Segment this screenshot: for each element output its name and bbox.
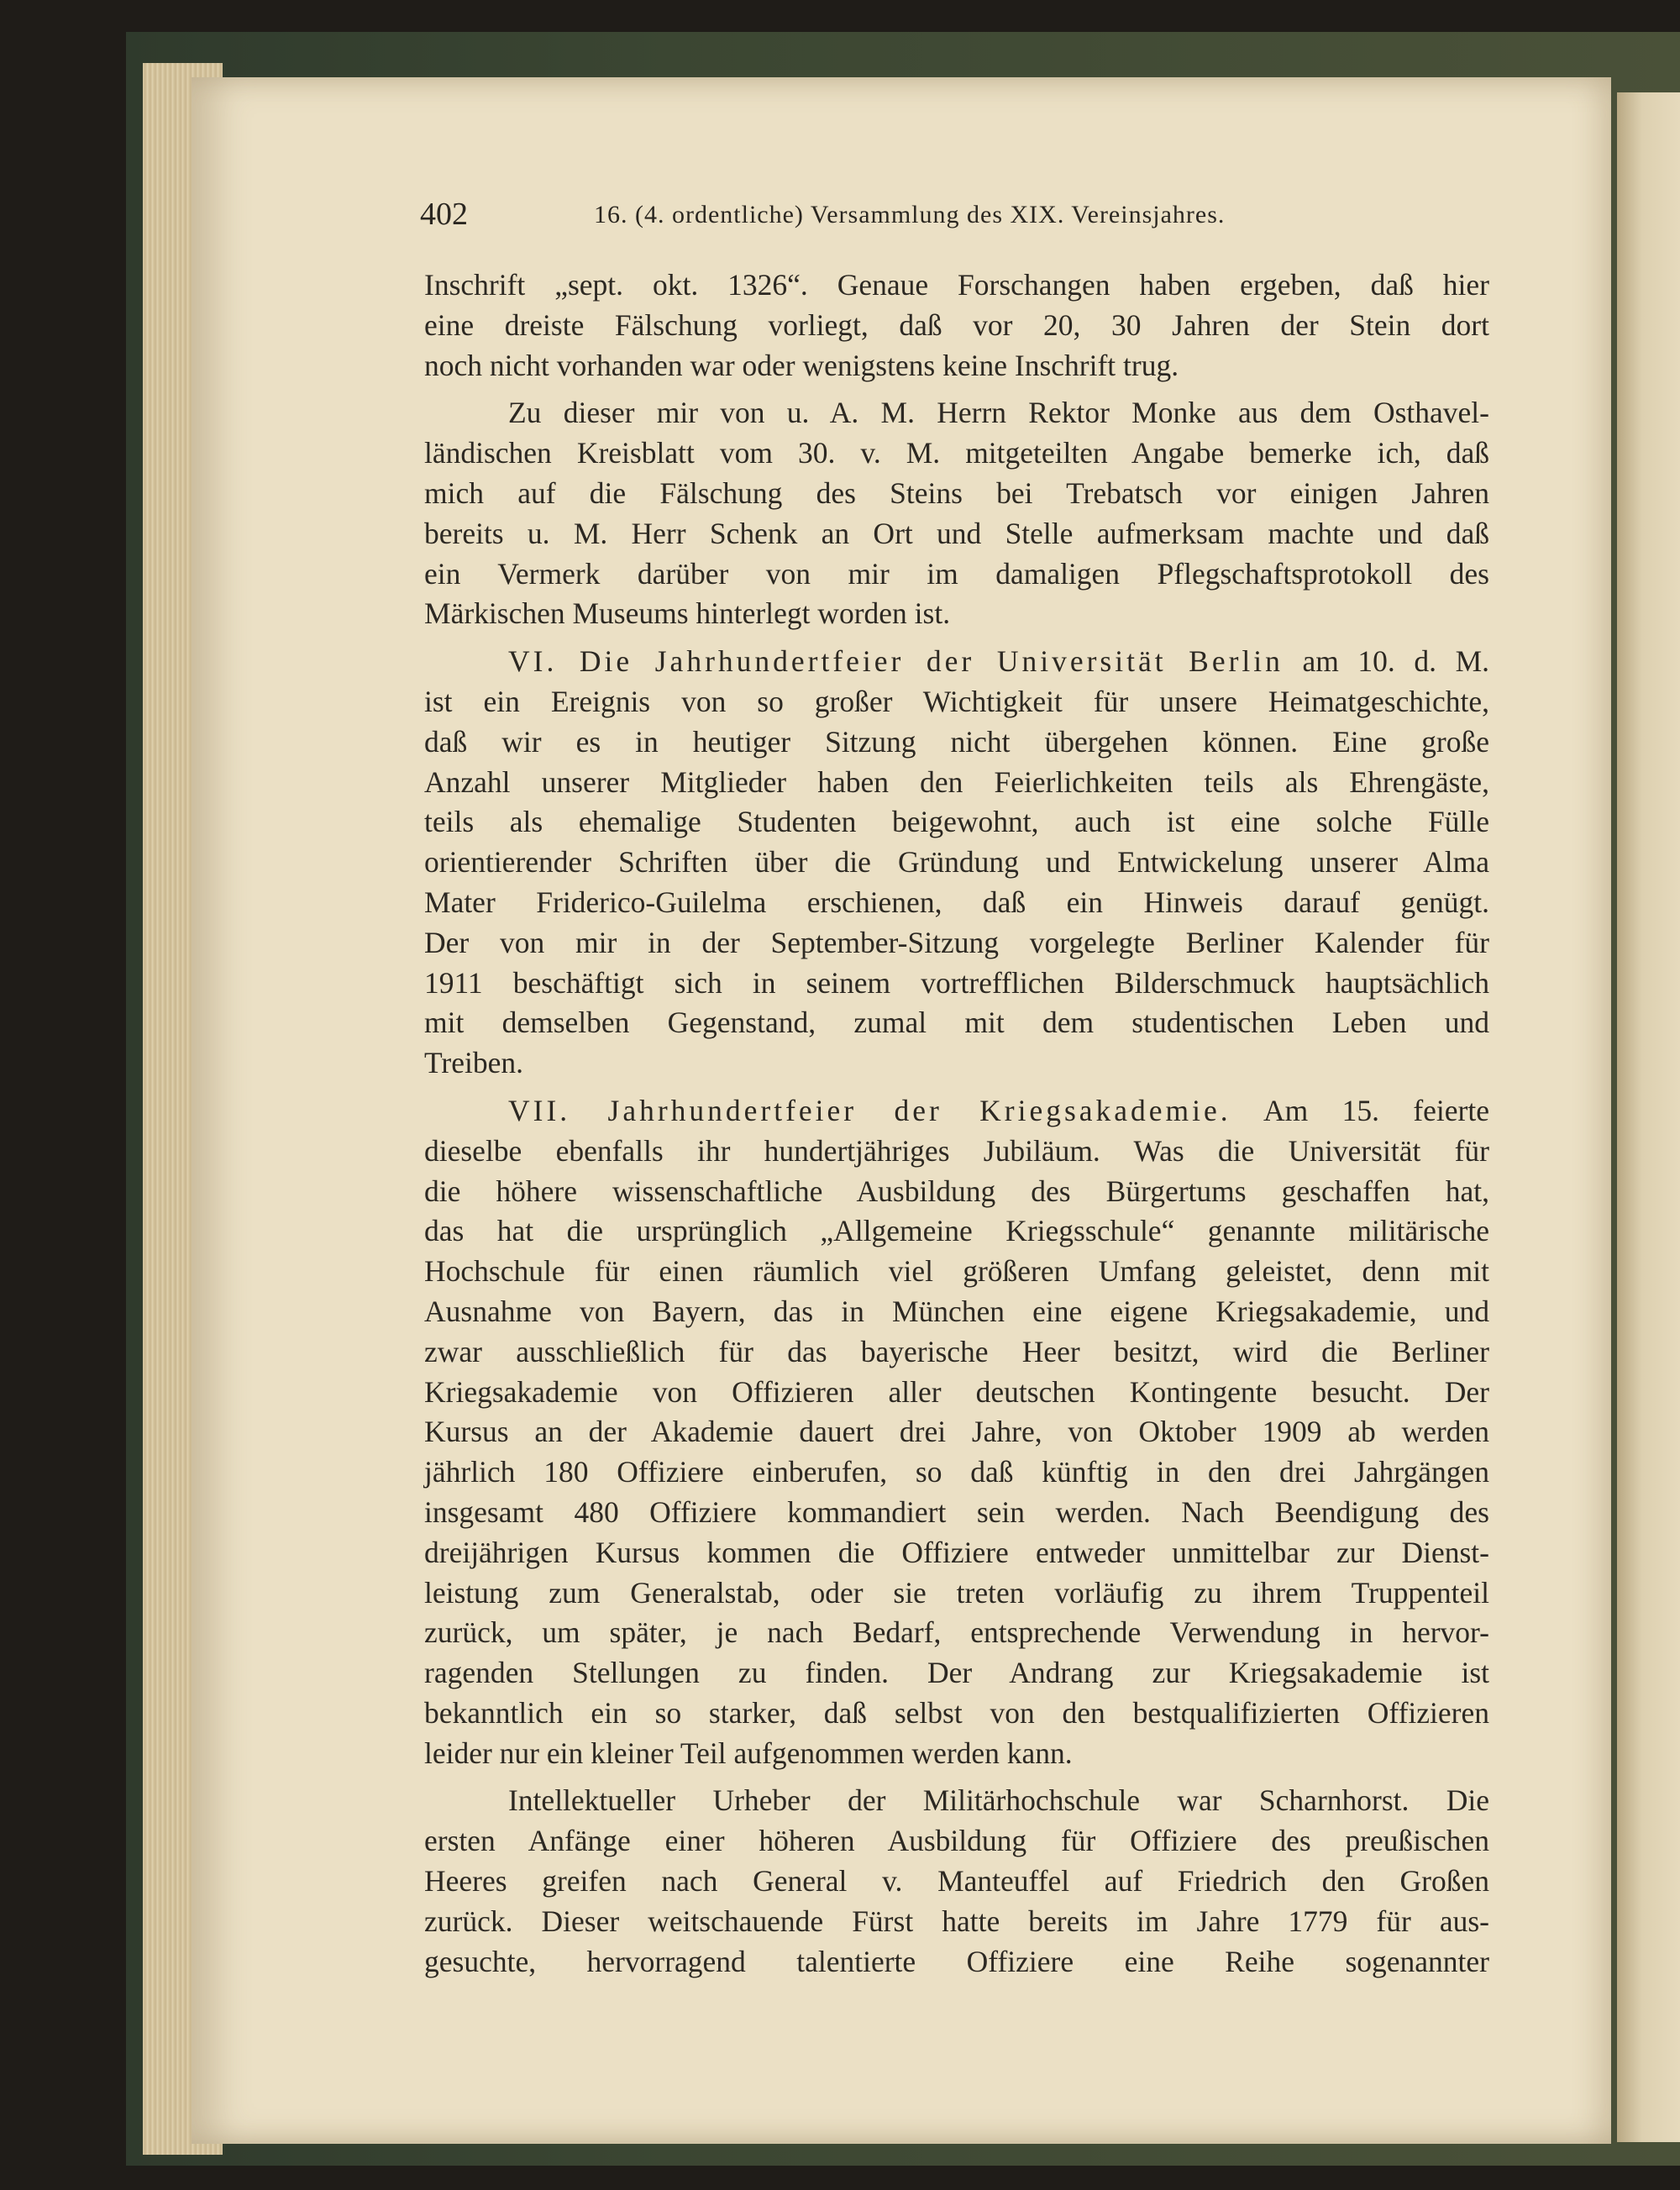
text-line: noch nicht vorhanden war oder wenigstens keine Inschrift trug. [424,348,1179,382]
text-line: dreijährigen Kursus kommen die Offiziere entweder unmittelbar zur Dienst- [424,1535,1489,1569]
text-line [424,642,1489,682]
text-line: eine dreiste Fälschung vorliegt, daß vor 20, 30 Jahren der Stein dort [424,307,1489,342]
text-line: das hat die ursprünglich „Allgemeine Kriegsschule“ genannte militärische [424,1214,1489,1248]
text-line: 1911 beschäftigt sich in seinem vortrefflichen Bilderschmuck hauptsächlich [424,965,1489,1000]
text-line: Märkischen Museums hinterlegt worden ist. [424,596,951,631]
running-head: 16. (4. ordentliche) Versammlung des XIX. Vereinsjahres. [594,201,1226,228]
text-line: Hochschule für einen räumlich viel größeren Umfang geleistet, denn mit [424,1254,1489,1289]
section-heading-vii: VII. Jahrhundertfeier der Kriegsakademie. [508,1093,1231,1127]
text-line [424,1091,1489,1132]
text-line: jährlich 180 Offiziere einberufen, so daß künftig in den drei Jahrgängen [424,1455,1489,1489]
text-line: orientierender Schriften über die Gründung und Entwickelung unserer Alma [424,845,1489,880]
text-line: teils als ehemalige Studenten beigewohnt, auch ist eine solche Fülle [424,805,1489,839]
paragraph-4 [424,1091,1489,1774]
paragraph-5 [424,1781,1489,1982]
text-line: leider nur ein kleiner Teil aufgenommen werden kann. [424,1736,1073,1770]
text-line: Zu dieser mir von u. A. M. Herrn Rektor Monke aus dem Osthavel- [508,396,1489,430]
text-line: die höhere wissenschaftliche Ausbildung des Bürgertums geschaffen hat, [424,1174,1489,1208]
text-line: dieselbe ebenfalls ihr hundertjähriges Jubiläum. Was die Universität für [424,1133,1489,1168]
paragraph-3 [424,642,1489,1084]
page-header [420,196,1504,238]
section-heading-vi: VI. Die Jahrhundertfeier der Universität Berlin [508,644,1284,679]
text-line: insgesamt 480 Offiziere kommandiert sein werden. Nach Beendigung des [424,1494,1489,1529]
text-line: zwar ausschließlich für das bayerische Heer besitzt, wird die Berliner [424,1334,1489,1368]
text-line: bekanntlich ein so starker, daß selbst von den bestqualifizierten Offizieren [424,1695,1489,1730]
text-line: leistung zum Generalstab, oder sie treten vorläufig zu ihrem Truppenteil [424,1575,1489,1610]
text-line: mit demselben Gegenstand, zumal mit dem studentischen Leben und [424,1006,1489,1040]
text-line: Heeres greifen nach General v. Manteuffel auf Friedrich den Großen [424,1864,1489,1899]
text-line: zurück, um später, je nach Bedarf, entsprechende Verwendung in hervor- [424,1615,1489,1650]
text-line: Der von mir in der September-Sitzung vorgelegte Berliner Kalender für [424,925,1489,959]
text-line: daß wir es in heutiger Sitzung nicht übergehen können. Eine große [424,724,1489,759]
paragraph-1 [424,265,1489,386]
text-line: zurück. Dieser weitschauende Fürst hatte bereits im Jahre 1779 für aus- [424,1904,1489,1938]
text-line: bereits u. M. Herr Schenk an Ort und Stelle aufmerksam machte und daß [424,516,1489,550]
paragraph-2 [424,393,1489,634]
text-line: ist ein Ereignis von so großer Wichtigkeit für unsere Heimatgeschichte, [424,684,1489,718]
text-line: Kursus an der Akademie dauert drei Jahre, von Oktober 1909 ab werden [424,1415,1489,1449]
text-line: ragenden Stellungen zu finden. Der Andrang zur Kriegsakademie ist [424,1656,1489,1690]
text-line: Treiben. [424,1046,524,1080]
text-line: Intellektueller Urheber der Militärhochschule war Scharnhorst. Die [508,1783,1489,1818]
text-line: Mater Friderico-Guilelma erschienen, daß ein Hinweis darauf genügt. [424,885,1489,919]
page-number: 402 [420,197,468,232]
text-fragment: am 10. d. M. [1283,644,1490,679]
text-line: ländischen Kreisblatt vom 30. v. M. mitgeteilten Angabe bemerke ich, daß [424,436,1489,470]
text-line: Inschrift „sept. okt. 1326“. Genaue Forschangen haben ergeben, daß hier [424,268,1489,302]
text-line: ein Vermerk darüber von mir im damaligen Pflegschaftsprotokoll des [424,556,1489,591]
text-line: Anzahl unserer Mitglieder haben den Feierlichkeiten teils als Ehrengäste, [424,764,1489,799]
text-fragment: Am 15. feierte [1231,1093,1489,1127]
text-line: gesuchte, hervorragend talentierte Offiziere eine Reihe sogenannter [424,1944,1489,1978]
text-line: Ausnahme von Bayern, das in München eine eigene Kriegsakademie, und [424,1294,1489,1328]
facing-page-edge [1617,92,1680,2142]
text-line: Kriegsakademie von Offizieren aller deutschen Kontingente besucht. Der [424,1374,1489,1409]
text-line: ersten Anfänge einer höheren Ausbildung für Offiziere des preußischen [424,1824,1489,1858]
text-body [424,265,1489,1989]
text-line: mich auf die Fälschung des Steins bei Trebatsch vor einigen Jahren [424,475,1489,510]
